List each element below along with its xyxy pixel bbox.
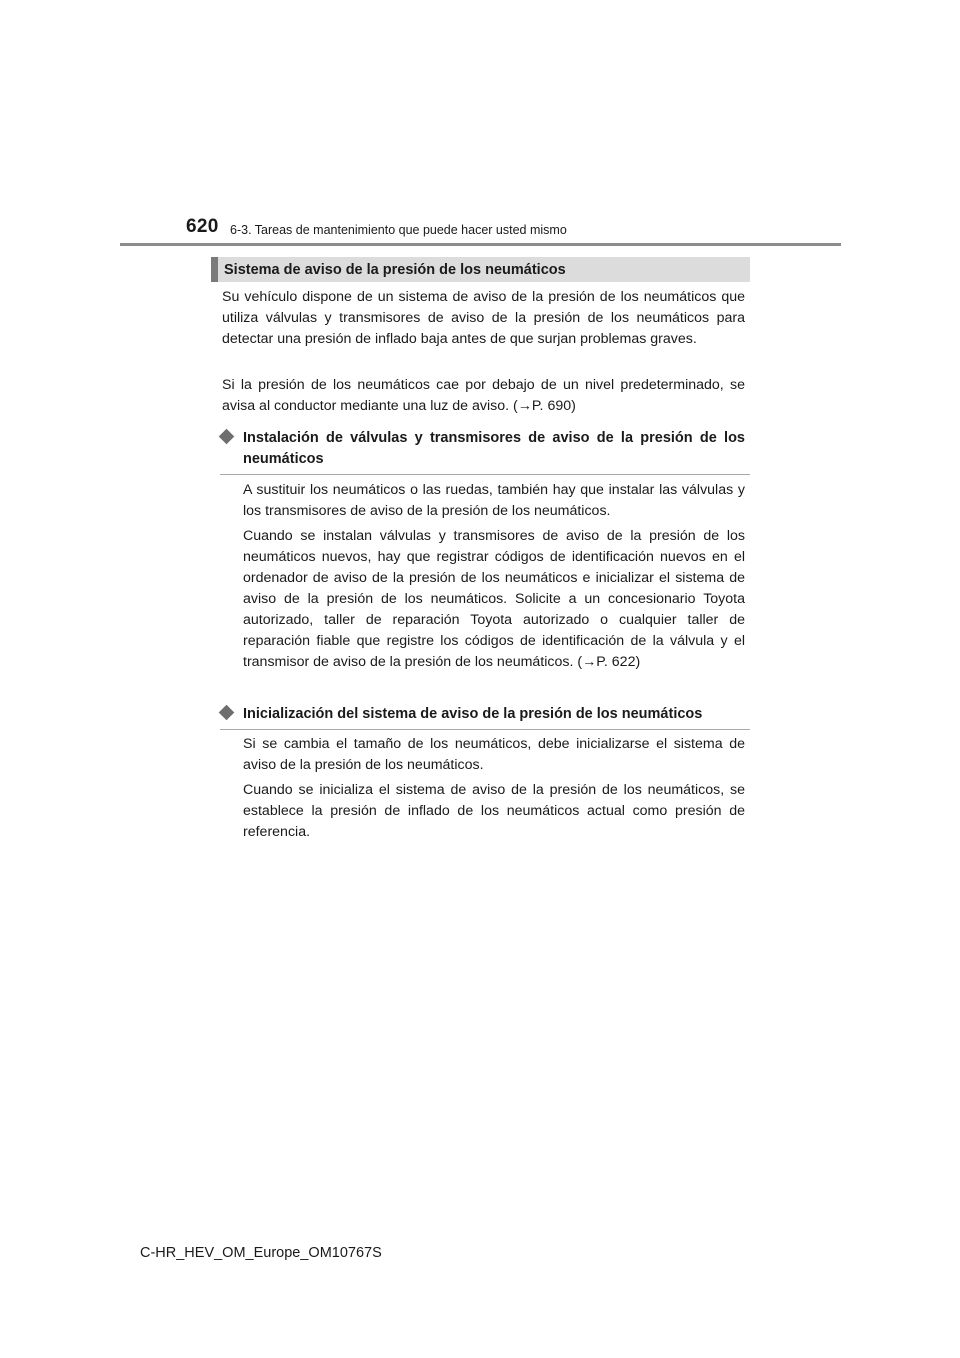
section-title: Sistema de aviso de la presión de los neumáticos [224,262,566,278]
intro-paragraph-2: Si la presión de los neumáticos cae por debajo de un nivel predeterminado, se avisa al conductor mediante una luz de aviso. (→P. 690) [222,377,745,414]
page-number: 620 [186,216,219,237]
installation-paragraph-1: A sustituir los neumáticos o las ruedas, también hay que instalar las válvulas y los transmisores de aviso de la presión de los neumáticos. [243,482,745,519]
chapter-title: 6-3. Tareas de mantenimiento que puede hacer usted mismo [230,223,567,237]
intro-paragraph-1: Su vehículo dispone de un sistema de aviso de la presión de los neumáticos que utiliza válvulas y transmisores de aviso de la presión de los neumáticos para detectar una presión de inflado baja antes de que surjan problemas graves. [222,289,745,347]
initialization-paragraph-2: Cuando se inicializa el sistema de aviso de la presión de los neumáticos, se establece la presión de inflado de los neumáticos actual como presión de referencia. [243,782,745,840]
diamond-bullet-icon [219,429,235,445]
initialization-paragraph-1: Si se cambia el tamaño de los neumáticos, debe inicializarse el sistema de aviso de la presión de los neumáticos. [243,736,745,773]
header-divider [120,243,841,246]
installation-paragraph-2: Cuando se instalan válvulas y transmisores de aviso de la presión de los neumáticos nuevos, hay que registrar códigos de identificación nuevos en el ordenador de aviso de la presión de los neumáticos e inicializar el sistema de aviso de la presión de los neumáticos. Solicite a un concesionario Toyota autorizado, taller de reparación Toyota autorizado o cualquier taller de reparación fiable que registre los códigos de identificación de la válvula y el transmisor de aviso de la presión de los neumáticos. (→P. 622) [243,528,745,670]
document-id-footer: C-HR_HEV_OM_Europe_OM10767S [140,1245,382,1261]
subsection-title: Inicialización del sistema de aviso de la presión de los neumáticos [243,706,703,722]
subsection-title: Instalación de válvulas y transmisores de aviso de la presión de los neumáticos [243,430,745,467]
section-bar-accent [211,257,218,282]
subsection-heading-installation [220,428,750,475]
section-title-bar [211,257,750,282]
subsection-heading-initialization [220,704,750,730]
diamond-bullet-icon [219,705,235,721]
